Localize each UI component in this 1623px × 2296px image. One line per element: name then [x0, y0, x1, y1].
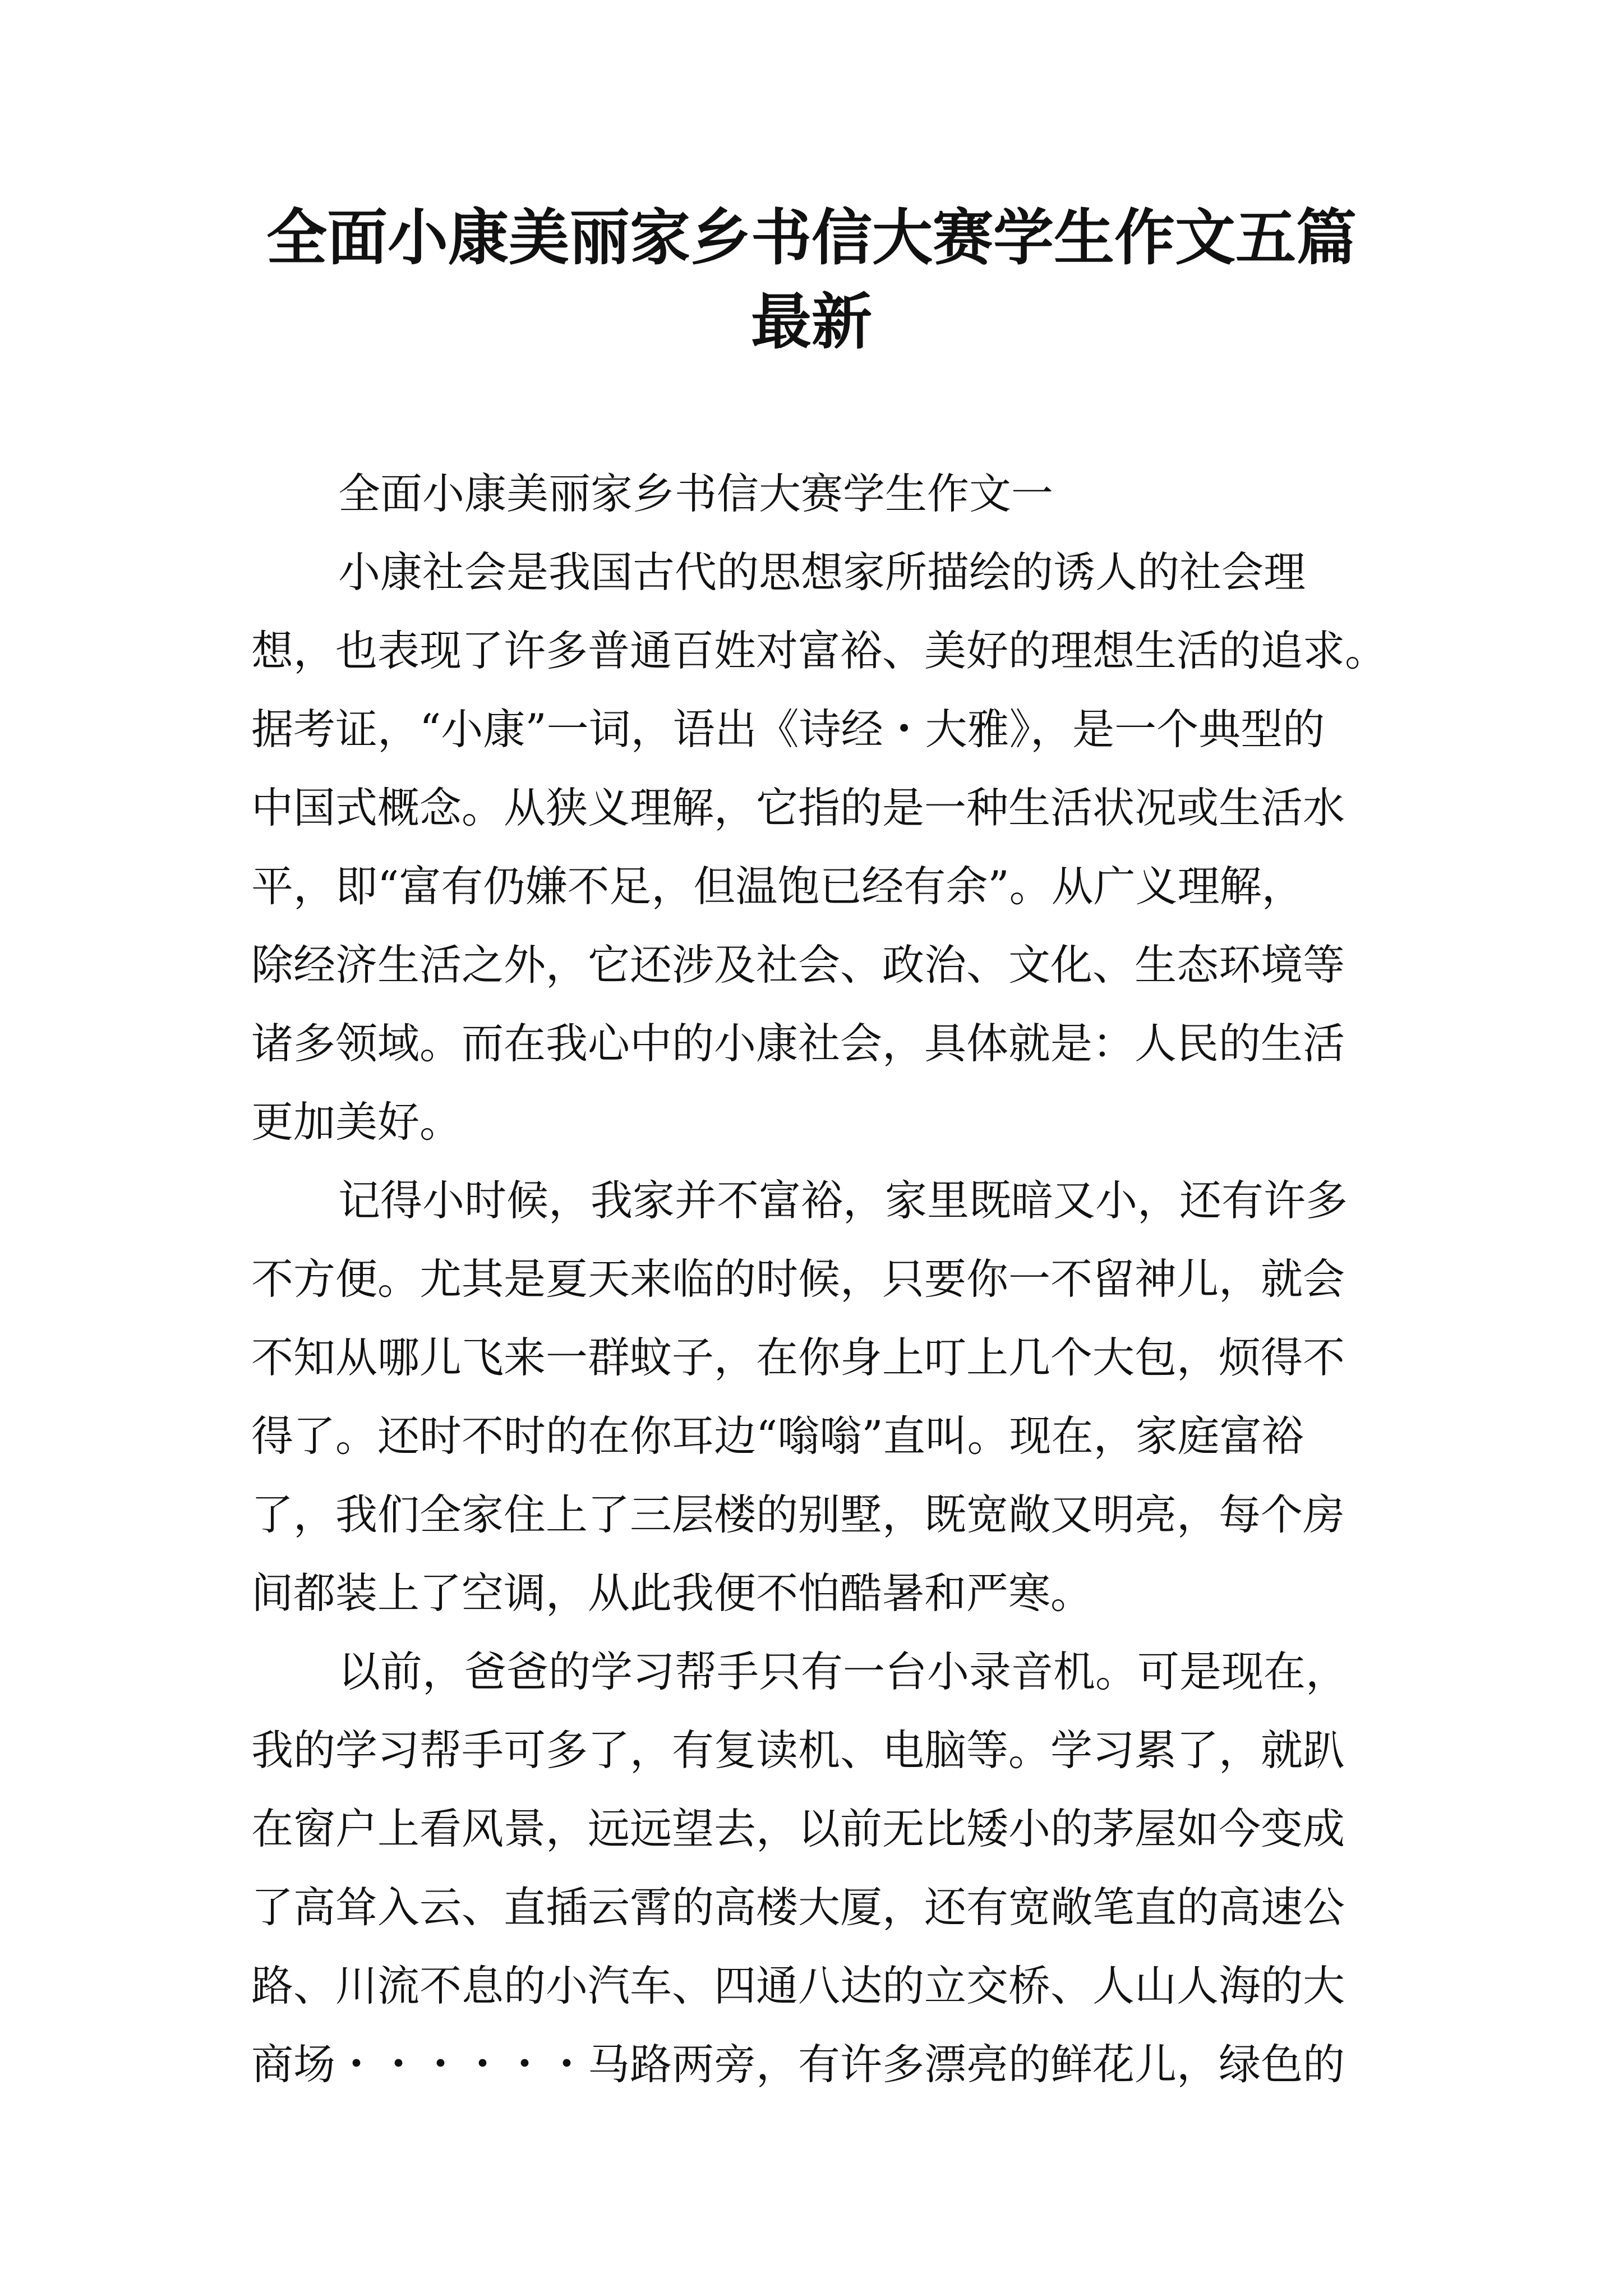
paragraph-line: 更加美好。: [251, 1097, 462, 1147]
paragraph-line: 了高耸入云、直插云霄的高楼大厦，还有宽敞笔直的高速公: [251, 1883, 1345, 1932]
paragraph-line: 路、川流不息的小汽车、四通八达的立交桥、人山人海的大: [251, 1961, 1345, 2010]
document-title-line-1: 全面小康美丽家乡书信大赛学生作文五篇: [266, 203, 1357, 273]
paragraph-line: 得了。还时不时的在你耳边“嗡嗡”直叫。现在，家庭富裕: [251, 1411, 1304, 1461]
paragraph-line: 中国式概念。从狭义理解，它指的是一种生活状况或生活水: [251, 783, 1345, 832]
paragraph-line: 间都装上了空调，从此我便不怕酷暑和严寒。: [251, 1568, 1093, 1618]
document-title-line-2: 最新: [750, 287, 872, 357]
paragraph-line: 不方便。尤其是夏天来临的时候，只要你一不留神儿，就会: [251, 1254, 1345, 1304]
paragraph-line: 记得小时候，我家并不富裕，家里既暗又小，还有许多: [338, 1176, 1348, 1225]
paragraph-line: 除经济生活之外，它还涉及社会、政治、文化、生态环境等: [251, 940, 1345, 990]
paragraph-line: 据考证，“小康”一词，语出《诗经・大雅》，是一个典型的: [251, 705, 1325, 754]
paragraph-line: 我的学习帮手可多了，有复读机、电脑等。学习累了，就趴: [251, 1726, 1345, 1775]
paragraph-line: 商场・・・・・・马路两旁，有许多漂亮的鲜花儿，绿色的: [251, 2040, 1345, 2089]
paragraph-line: 平，即“富有仍嫌不足，但温饱已经有余”。从广义理解，: [251, 862, 1304, 911]
section-heading: 全面小康美丽家乡书信大赛学生作文一: [338, 469, 1054, 518]
paragraph-line: 诸多领域。而在我心中的小康社会，具体就是：人民的生活: [251, 1019, 1345, 1068]
paragraph-line: 在窗户上看风景，远远望去，以前无比矮小的茅屋如今变成: [251, 1804, 1345, 1853]
paragraph-line: 小康社会是我国古代的思想家所描绘的诱人的社会理: [338, 547, 1306, 597]
paragraph-line: 了，我们全家住上了三层楼的别墅，既宽敞又明亮，每个房: [251, 1490, 1345, 1539]
paragraph-line: 不知从哪儿飞来一群蚊子，在你身上叮上几个大包，烦得不: [251, 1333, 1345, 1382]
paragraph-line: 以前，爸爸的学习帮手只有一台小录音机。可是现在，: [338, 1647, 1348, 1696]
paragraph-line: 想，也表现了许多普通百姓对富裕、美好的理想生活的追求。: [251, 626, 1387, 675]
